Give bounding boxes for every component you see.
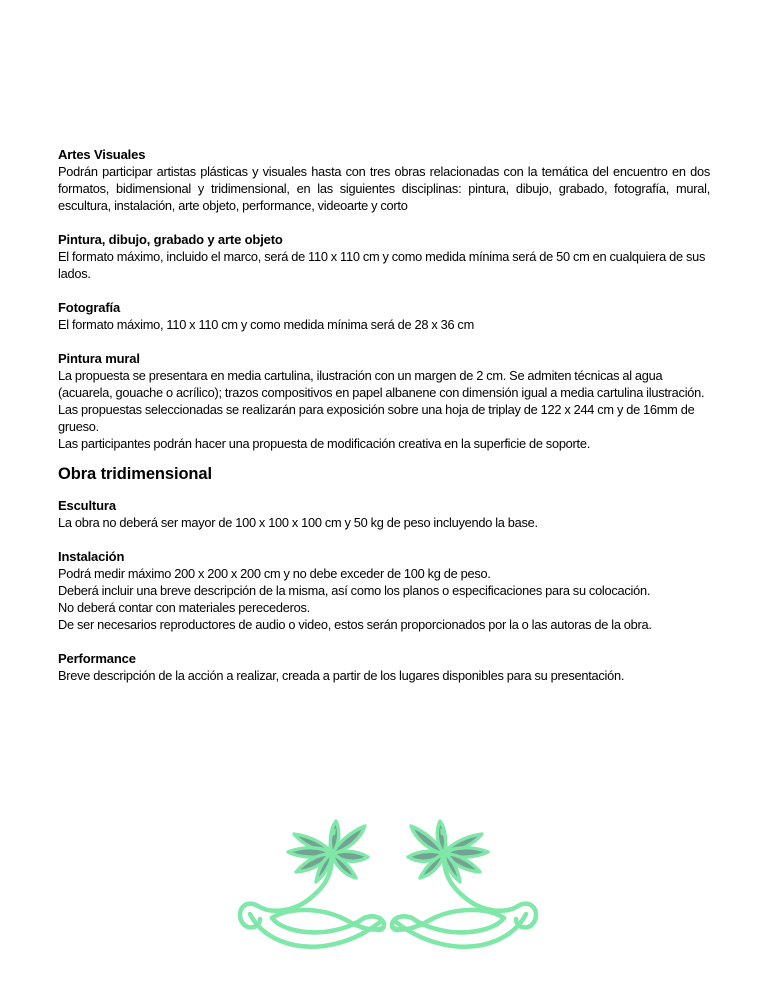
- section-paragraph: Podrán participar artistas plásticas y visuales hasta con tres obras relacionadas con la temática del encuentro en dos formatos, bidimensional y tridimensional, en las siguientes disciplinas: pintura, dibujo, grabado, fotografía, mural, escultura, instalación, arte objeto, performance, videoarte y corto: [58, 164, 710, 213]
- section-paragraph: Las participantes podrán hacer una propuesta de modificación creativa en la superficie de soporte.: [58, 436, 591, 451]
- section-heading-pintura-mural: Pintura mural: [58, 351, 140, 366]
- section-paragraph: Podrá medir máximo 200 x 200 x 200 cm y no debe exceder de 100 kg de peso.: [58, 566, 491, 581]
- section-paragraph: El formato máximo, 110 x 110 cm y como medida mínima será de 28 x 36 cm: [58, 317, 474, 332]
- section-paragraph: De ser necesarios reproductores de audio o video, estos serán proporcionados por la o las autoras de la obra.: [58, 617, 652, 632]
- section-paragraph: El formato máximo, incluido el marco, será de 110 x 110 cm y como medida mínima será de 50 cm en cualquiera de sus lados.: [58, 249, 706, 281]
- ornament-left-half: [240, 821, 384, 947]
- section-paragraph: Las propuestas seleccionadas se realizarán para exposición sobre una hoja de triplay de 122 x 244 cm y de 16mm de grueso.: [58, 402, 695, 434]
- section-heading-fotografia: Fotografía: [58, 300, 121, 315]
- floral-divider-ornament: [228, 818, 548, 958]
- section-heading-pintura-dibujo-grabado-arte-objeto: Pintura, dibujo, grabado y arte objeto: [58, 232, 283, 247]
- floral-ornament-icon: [228, 818, 548, 958]
- section-paragraph: No deberá contar con materiales perecederos.: [58, 600, 310, 615]
- section-paragraph: Deberá incluir una breve descripción de la misma, así como los planos o especificaciones para su colocación.: [58, 583, 651, 598]
- section-pintura-dibujo-grabado-arte-objeto: [58, 231, 710, 282]
- section-escultura: [58, 497, 710, 531]
- section-paragraph: La obra no deberá ser mayor de 100 x 100 x 100 cm y 50 kg de peso incluyendo la base.: [58, 515, 538, 530]
- ornament-right-half: [392, 821, 536, 947]
- section-heading-escultura: Escultura: [58, 498, 116, 513]
- document-body: [58, 146, 710, 684]
- section-heading-performance: Performance: [58, 651, 136, 666]
- section-fotografia: [58, 299, 710, 333]
- section-artes-visuales: [58, 146, 710, 214]
- section-pintura-mural: [58, 350, 710, 452]
- section-heading-instalacion: Instalación: [58, 549, 125, 564]
- section-paragraph: La propuesta se presentara en media cartulina, ilustración con un margen de 2 cm. Se admiten técnicas al agua (acuarela, gouache o acrílico); trazos compositivos en papel albanene con dimensión igual a media cartulina ilustración.: [58, 368, 705, 400]
- section-heading-artes-visuales: Artes Visuales: [58, 147, 146, 162]
- section-paragraph: Breve descripción de la acción a realizar, creada a partir de los lugares disponibles para su presentación.: [58, 668, 625, 683]
- section-performance: [58, 650, 710, 684]
- section-instalacion: [58, 548, 710, 633]
- block-title-obra-tridimensional: Obra tridimensional: [58, 465, 212, 483]
